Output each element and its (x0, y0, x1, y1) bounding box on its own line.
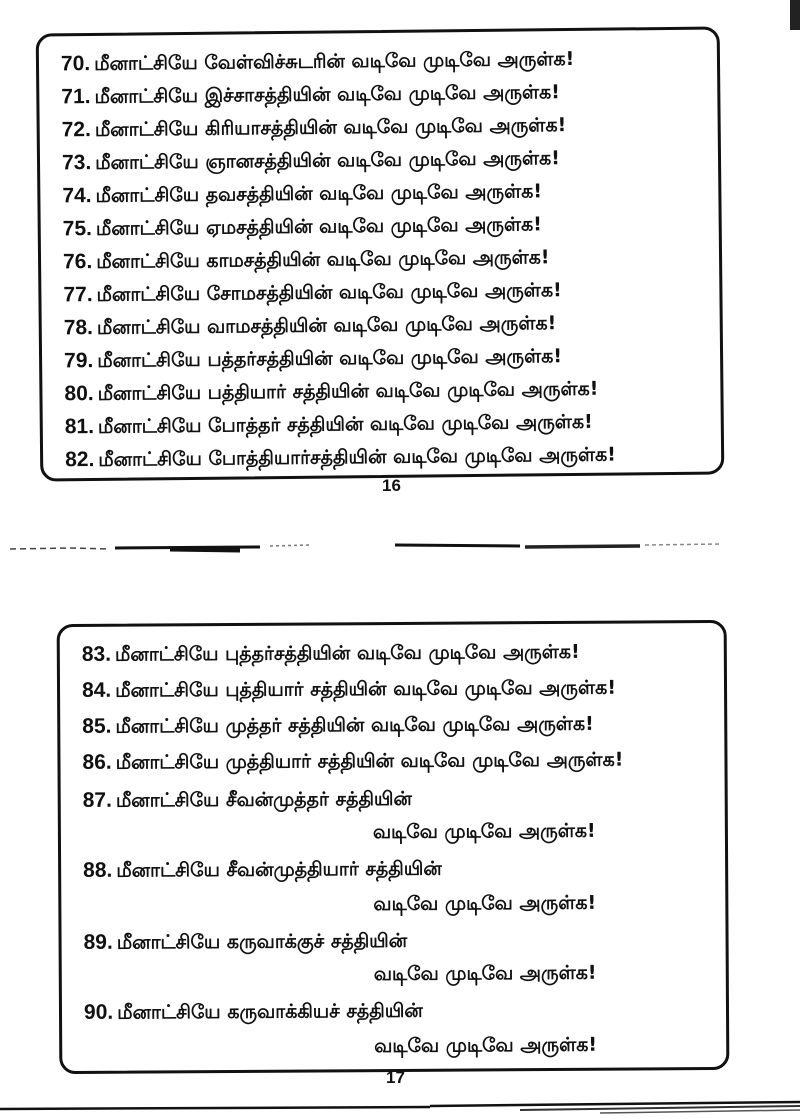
verse-text: மீனாட்சியே முத்தியார் சத்தியின் வடிவே முடிவே அருள்க! (115, 748, 624, 774)
verse-text: மீனாட்சியே கிரியாசத்தியின் வடிவே முடிவே அருள்க! (94, 114, 567, 141)
verse-number: 82. (65, 448, 95, 472)
verse-text: மீனாட்சியே ஞானசத்தியின் வடிவே முடிவே அருள்க! (95, 147, 560, 174)
verse-line-72 (62, 111, 567, 143)
verse-line-88 (83, 855, 442, 884)
verse-number: 79. (63, 349, 94, 373)
verse-line-76 (63, 243, 550, 275)
verse-text: மீனாட்சியே சீவன்முத்தர் சத்தியின் (115, 787, 412, 812)
verse-number: 71. (61, 85, 91, 109)
verse-line-71 (61, 78, 560, 110)
verse-line-86 (82, 746, 623, 776)
page-edge-shadow-top (786, 0, 800, 30)
verse-text: மீனாட்சியே சோமசத்தியின் வடிவே முடிவே அருள்க! (96, 279, 562, 306)
verse-number: 78. (63, 316, 94, 340)
verse-line-89 (83, 927, 407, 956)
page-number: 16 (382, 476, 401, 495)
verse-text: மீனாட்சியே இச்சாசத்தியின் வடிவே முடிவே அருள்க! (94, 81, 560, 108)
page-17-border-box (57, 620, 730, 1074)
verse-number: 81. (64, 415, 95, 439)
verse-text: மீனாட்சியே ஏமசத்தியின் வடிவே முடிவே அருள்க! (95, 213, 542, 240)
verse-number: 90. (83, 1000, 114, 1024)
verse-text: மீனாட்சியே கருவாக்கியச் சத்தியின் (117, 999, 423, 1024)
verse-text: மீனாட்சியே போத்தியார்சத்தியின் வடிவே முடிவே அருள்க! (98, 443, 616, 471)
verse-text: மீனாட்சியே போத்தர் சத்தியின் வடிவே முடிவே அருள்க! (97, 410, 593, 438)
verse-line-90 (84, 997, 423, 1026)
verse-line-85 (82, 710, 594, 740)
verse-number: 75. (62, 217, 93, 241)
verse-line-81 (65, 408, 593, 441)
verse-text: மீனாட்சியே புத்தியார் சத்தியின் வடிவே முடிவே அருள்க! (115, 676, 617, 702)
verse-text: மீனாட்சியே பத்தியார் சத்தியின் வடிவே முடிவே அருள்க! (97, 377, 599, 405)
verse-line-75 (63, 210, 542, 242)
verse-number: 89. (83, 930, 113, 954)
verse-line-70 (61, 45, 575, 77)
verse-number: 74. (62, 184, 92, 208)
verse-line-82 (65, 441, 616, 474)
verse-number: 76. (62, 250, 93, 274)
verse-number: 73. (61, 151, 92, 175)
verse-text: மீனாட்சியே தவசத்தியின் வடிவே முடிவே அருள்க! (95, 180, 543, 207)
verse-number: 87. (82, 788, 112, 812)
verse-line-83 (82, 638, 580, 668)
verse-line-78 (64, 309, 557, 341)
verse-text: மீனாட்சியே காமசத்தியின் வடிவே முடிவே அருள்க! (96, 246, 550, 273)
verse-continuation-87: வடிவே முடிவே அருள்க! (372, 819, 596, 844)
verse-number: 83. (81, 642, 112, 666)
verse-number: 84. (81, 678, 112, 702)
verse-number: 70. (60, 52, 91, 76)
verse-text: மீனாட்சியே புத்தர்சத்தியின் வடிவே முடிவே அருள்க! (114, 640, 580, 666)
verse-number: 77. (63, 283, 93, 307)
page-number: 17 (386, 1068, 405, 1087)
verse-line-79 (64, 342, 562, 374)
verse-number: 88. (83, 858, 113, 882)
verse-line-80 (64, 375, 598, 408)
verse-text: மீனாட்சியே சீவன்முத்தியார் சத்தியின் (116, 857, 442, 882)
verse-number: 80. (64, 382, 94, 406)
verse-text: மீனாட்சியே பத்தர்சத்தியின் வடிவே முடிவே அருள்க! (97, 345, 563, 372)
verse-text: மீனாட்சியே முத்தர் சத்தியின் வடிவே முடிவே அருள்க! (115, 712, 594, 738)
verse-number: 86. (82, 750, 112, 774)
verse-line-87 (83, 785, 412, 814)
verse-line-73 (62, 144, 560, 176)
verse-number: 85. (82, 714, 112, 738)
page-edge-shadow-bottom (0, 1094, 800, 1115)
verse-text: மீனாட்சியே வாமசத்தியின் வடிவே முடிவே அருள்க! (96, 312, 557, 339)
verse-continuation-88: வடிவே முடிவே அருள்க! (373, 891, 597, 916)
verse-text: மீனாட்சியே கருவாக்குச் சத்தியின் (116, 929, 408, 954)
verse-line-84 (82, 674, 616, 704)
verse-number: 72. (61, 118, 92, 142)
page-gap-scan-artifact (0, 537, 800, 557)
page-16-border-box (36, 26, 725, 481)
verse-line-74 (62, 177, 542, 209)
verse-line-77 (63, 276, 562, 308)
verse-continuation-89: வடிவே முடிவே அருள்க! (373, 961, 597, 986)
verse-continuation-90: வடிவே முடிவே அருள்க! (374, 1033, 598, 1058)
verse-text: மீனாட்சியே வேள்விச்சுடரின் வடிவே முடிவே அருள்க! (94, 47, 575, 75)
